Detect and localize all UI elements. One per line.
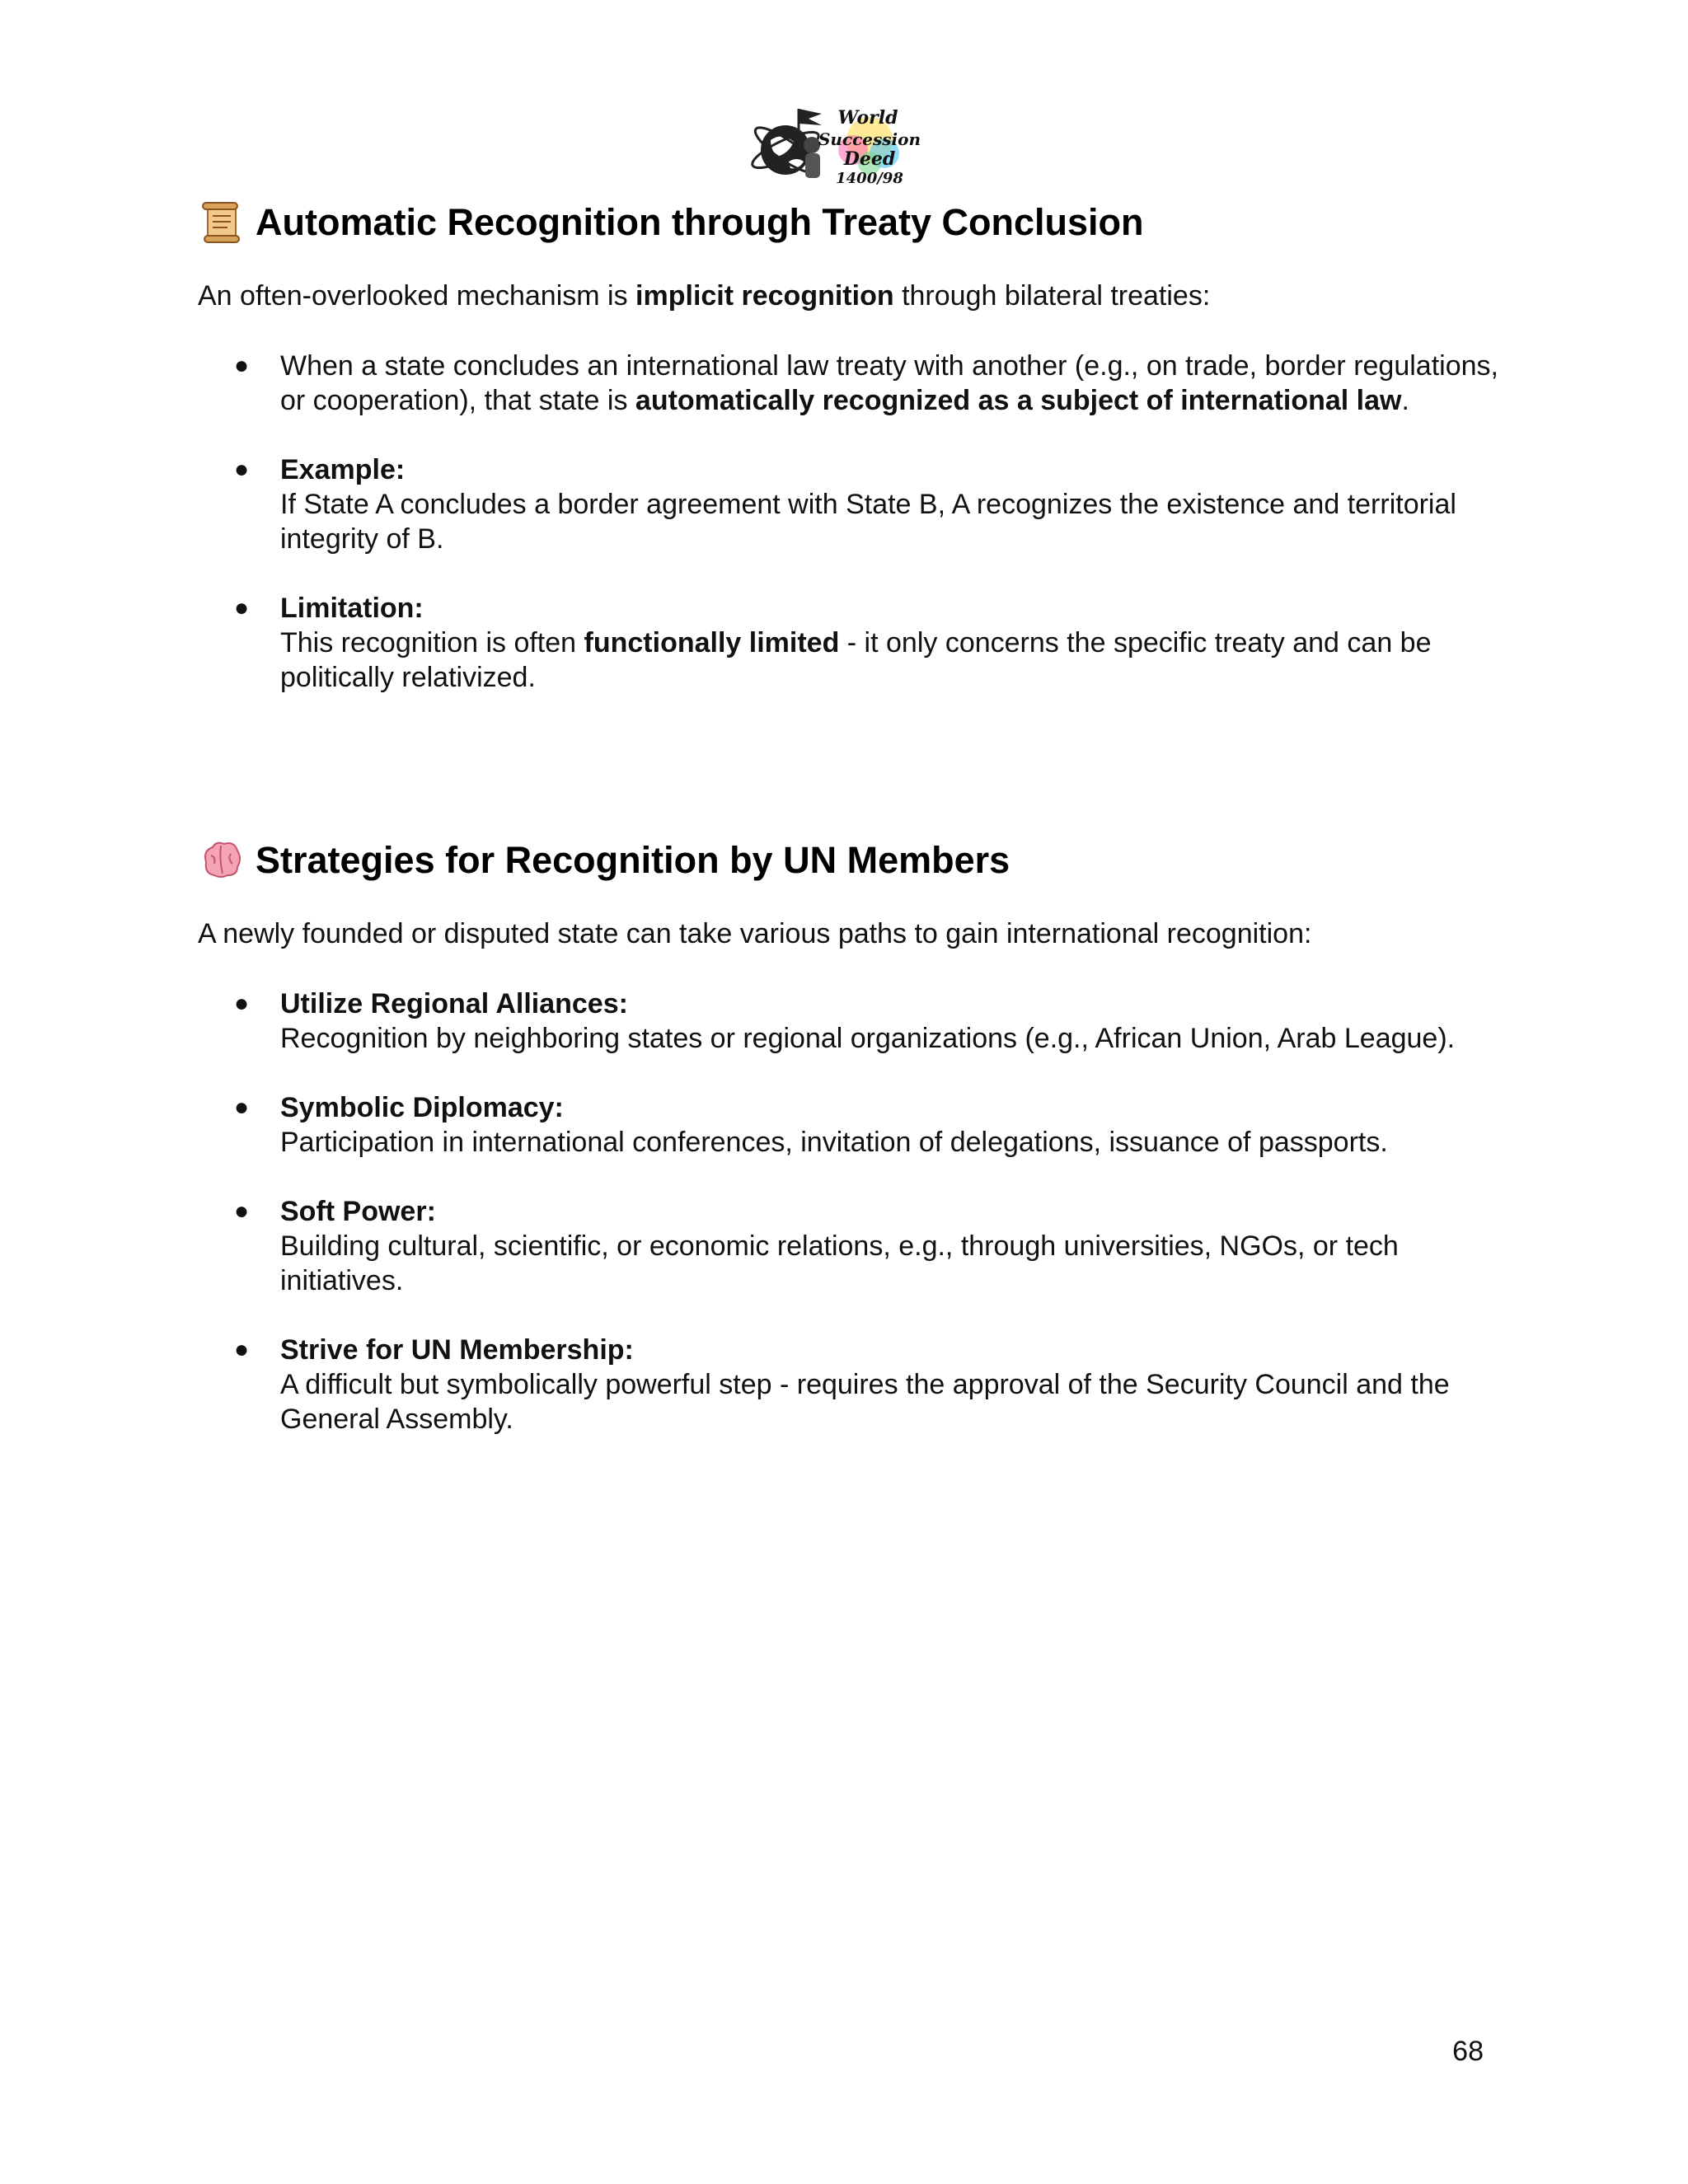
- bullet-icon: ●: [234, 1197, 250, 1225]
- list-item: [198, 1194, 1500, 1298]
- list-item-body-end: - it only concerns the specific treaty and can be politically relativized.: [280, 627, 1432, 693]
- list-item-body: A difficult but symbolically powerful step - requires the approval of the Security Council and the General Assembly.: [280, 1369, 1450, 1435]
- treaty-recognition-list: [198, 349, 1500, 729]
- list-item: [198, 1090, 1500, 1160]
- list-item-text-end: .: [1401, 385, 1409, 416]
- bullet-icon: ●: [234, 1336, 250, 1363]
- list-item-heading: Strive for UN Membership:: [280, 1334, 634, 1366]
- page-number: 68: [1452, 2036, 1484, 2067]
- list-item-heading: Soft Power:: [280, 1196, 436, 1227]
- list-item: [198, 591, 1500, 695]
- list-item-body: Building cultural, scientific, or economic relations, e.g., through universities, NGOs, or tech initiatives.: [280, 1230, 1399, 1296]
- bullet-icon: ●: [234, 1094, 250, 1121]
- section-title-text: Automatic Recognition through Treaty Conclusion: [256, 201, 1144, 243]
- list-item-heading: Symbolic Diplomacy:: [280, 1092, 564, 1123]
- list-item-body: Recognition by neighboring states or regional organizations (e.g., African Union, Arab League).: [280, 1023, 1456, 1054]
- logo-number: 1400/98: [836, 170, 903, 187]
- list-item: [198, 349, 1500, 418]
- list-item-heading: Utilize Regional Alliances:: [280, 988, 628, 1019]
- logo-word-1: World: [837, 107, 898, 129]
- list-item-bold-text: automatically recognized as a subject of international law: [635, 385, 1402, 416]
- section-intro: A newly founded or disputed state can take various paths to gain international recognition:: [198, 918, 1312, 949]
- bullet-icon: ●: [234, 990, 250, 1017]
- un-strategies-list: [198, 987, 1500, 1471]
- intro-text: An often-overlooked mechanism is: [198, 280, 636, 312]
- intro-text-end: through bilateral treaties:: [893, 280, 1211, 312]
- list-item: [198, 1333, 1500, 1436]
- list-item: [198, 452, 1500, 556]
- section-title-un-strategies: [198, 837, 1010, 883]
- scroll-icon: [198, 199, 244, 246]
- list-item-heading: Example:: [280, 454, 406, 485]
- list-item-body: This recognition is often: [280, 627, 584, 658]
- list-item: [198, 987, 1500, 1056]
- list-item-bold-text: functionally limited: [584, 627, 840, 658]
- list-item-body: If State A concludes a border agreement with State B, A recognizes the existence and territorial integrity of B.: [280, 489, 1456, 555]
- logo-word-3: Deed: [843, 148, 896, 170]
- brain-icon: [198, 837, 244, 883]
- list-item-heading: Limitation:: [280, 593, 424, 624]
- section-title-text: Strategies for Recognition by UN Members: [256, 839, 1010, 881]
- bullet-icon: ●: [234, 594, 250, 621]
- bullet-icon: ●: [234, 352, 250, 379]
- intro-bold-text: implicit recognition: [635, 280, 894, 312]
- list-item-body: Participation in international conferences, invitation of delegations, issuance of passports.: [280, 1127, 1388, 1158]
- section-title-treaty-recognition: [198, 199, 1144, 246]
- list-item-text: When a state concludes an international law treaty with another (e.g., on trade, border regulations, or cooperation), that state is: [280, 350, 1498, 416]
- section-intro: [198, 279, 1210, 313]
- logo-word-2: Succession: [818, 129, 921, 149]
- world-succession-deed-logo: [746, 99, 935, 191]
- bullet-icon: ●: [234, 456, 250, 483]
